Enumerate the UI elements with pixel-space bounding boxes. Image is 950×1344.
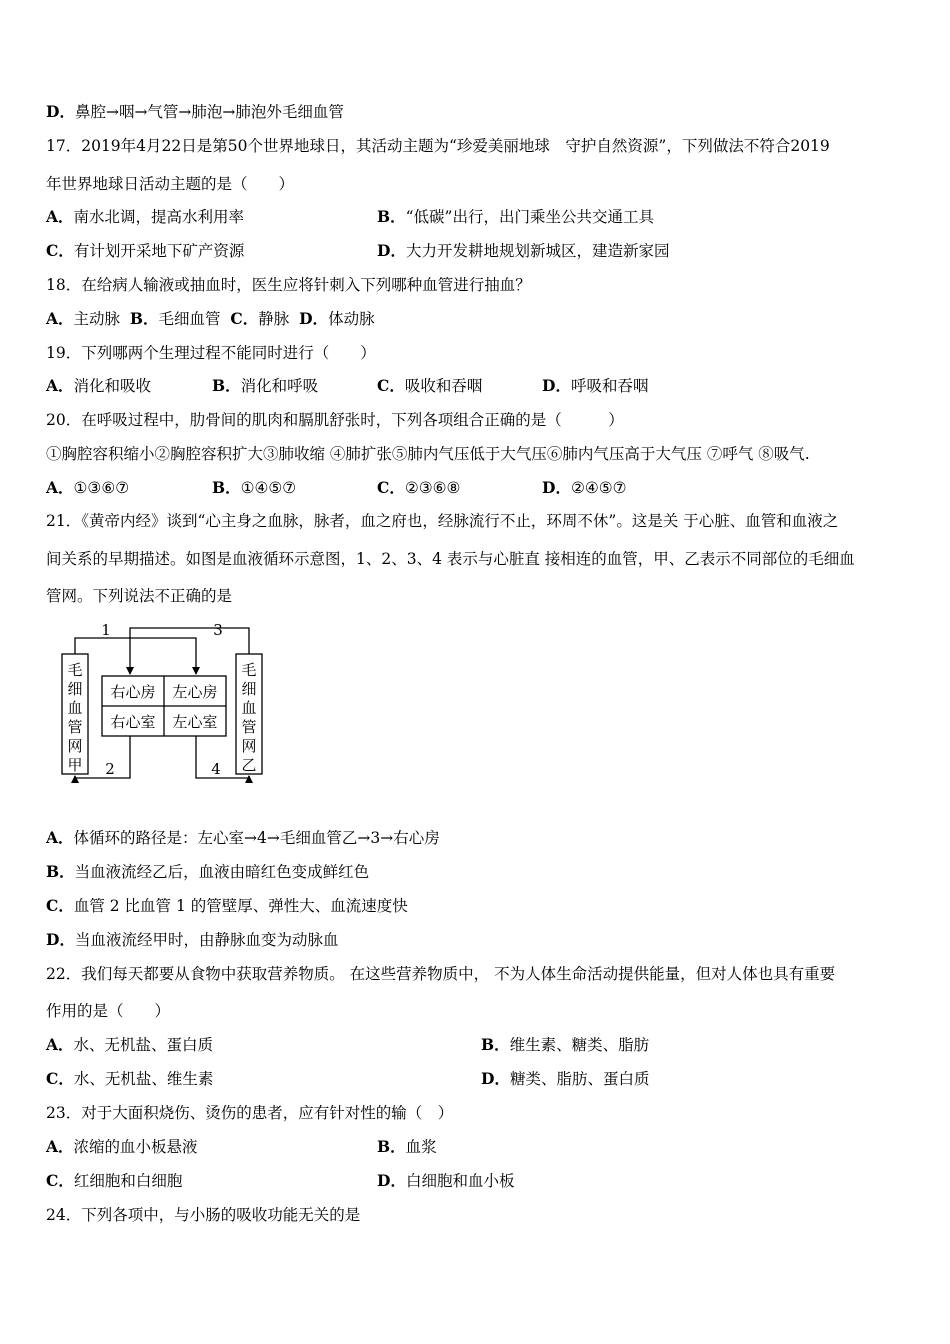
option-text: 毛细血管 (158, 310, 221, 328)
capillary-net-jia-char-5: 网 (67, 737, 83, 755)
q20-option-a (46, 478, 129, 498)
q22-option-b (481, 1035, 649, 1055)
vessel-2-label: 2 (105, 760, 115, 778)
option-text: “低碳”出行，出门乘坐公共交通工具 (405, 208, 654, 226)
vessel-1-label: 1 (101, 621, 111, 639)
vessel-1-line (75, 638, 196, 674)
option-label: A． (46, 828, 74, 847)
q20-stem: 20．在呼吸过程中，肋骨间的肌肉和膈肌舒张时，下列各项组合正确的是（ ） (46, 411, 624, 429)
option-label: D． (299, 309, 329, 328)
option-text: 血管 2 比血管 1 的管壁厚、弹性大、血流速度快 (73, 897, 408, 915)
diagram-svg (46, 618, 266, 794)
blood-circulation-diagram (46, 618, 266, 794)
option-label: D． (481, 1069, 510, 1088)
q22-option-d (481, 1069, 649, 1089)
option-text: 水、无机盐、维生素 (73, 1070, 214, 1088)
q21-option-a (46, 828, 440, 848)
capillary-net-jia-char-2: 细 (67, 680, 83, 698)
q19-option-c (377, 376, 482, 396)
option-text: 吸收和吞咽 (404, 377, 483, 395)
option-label: D． (542, 478, 571, 497)
q19-stem: 19．下列哪两个生理过程不能同时进行（ ） (46, 344, 376, 362)
q21-option-b (46, 862, 369, 882)
option-text: 南水北调，提高水利用率 (73, 208, 245, 226)
q21-stem-line1: 21．《黄帝内经》谈到“心主身之血脉，脉者，血之府也，经脉流行不止，环周不休”。这是关 于心脏、血管和血液之 (46, 512, 839, 530)
capillary-net-yi-char-6: 乙 (241, 756, 257, 774)
option-label: C． (46, 241, 74, 260)
option-label: B． (46, 862, 75, 881)
option-text: 糖类、脂肪、蛋白质 (509, 1070, 650, 1088)
option-label: C． (46, 1069, 74, 1088)
option-text: 消化和呼吸 (240, 377, 319, 395)
option-label: C． (377, 478, 405, 497)
option-label: B． (481, 1035, 510, 1054)
left-atrium-label: 左心房 (172, 683, 218, 701)
q21-option-c (46, 896, 408, 916)
q23-option-a (46, 1137, 198, 1157)
q17-option-b (377, 207, 654, 227)
right-ventricle-label: 右心室 (110, 713, 156, 731)
option-label: C． (377, 376, 405, 395)
q22-option-a (46, 1035, 213, 1055)
option-label: A． (46, 207, 74, 226)
q21-option-d (46, 930, 338, 950)
q23-option-b (377, 1137, 437, 1157)
q19-option-b (212, 376, 318, 396)
q23-option-d (377, 1171, 514, 1191)
option-text: 静脉 (258, 310, 290, 328)
option-text: 体循环的路径是：左心室→4→毛细血管乙→3→右心房 (73, 829, 440, 847)
option-label: A． (46, 1035, 74, 1054)
option-text: 大力开发耕地规划新城区，建造新家园 (405, 242, 670, 260)
q22-stem-line1: 22．我们每天都要从食物中获取营养物质。 在这些营养物质中， 不为人体生命活动提供能量，但对人体也具有重要 (46, 965, 836, 983)
option-label: D． (377, 1171, 406, 1190)
q20-option-d (542, 478, 627, 498)
q20-option-b (212, 478, 296, 498)
option-label: D． (542, 376, 571, 395)
option-text: ①④⑤⑦ (240, 479, 297, 497)
option-text: 血浆 (405, 1138, 437, 1156)
vessel-3-line (130, 628, 249, 674)
q22-option-c (46, 1069, 213, 1089)
option-label: A． (46, 478, 74, 497)
option-text: 有计划开采地下矿产资源 (73, 242, 245, 260)
option-text: 当血液流经甲时，由静脉血变为动脉血 (74, 931, 339, 949)
right-atrium-label: 右心房 (110, 683, 156, 701)
capillary-net-jia-char-1: 毛 (67, 661, 83, 679)
q17-stem-line2: 年世界地球日活动主题的是（ ） (46, 175, 295, 193)
capillary-net-jia-char-4: 管 (67, 718, 83, 736)
left-ventricle-label: 左心室 (172, 713, 218, 731)
capillary-net-yi-char-4: 管 (241, 718, 257, 736)
option-text: ②③⑥⑧ (404, 479, 461, 497)
vessel-4-label: 4 (211, 760, 221, 778)
q20-items: ①胸腔容积缩小②胸腔容积扩大③肺收缩 ④肺扩张⑤肺内气压低于大气压⑥肺内气压高于大气压 ⑦呼气 ⑧吸气. (46, 445, 810, 463)
option-text: 红细胞和白细胞 (73, 1172, 183, 1190)
option-label: A． (46, 1137, 74, 1156)
capillary-net-yi-char-5: 网 (241, 737, 257, 755)
q21-stem-line2: 间关系的早期描述。如图是血液循环示意图，1、2、3、4 表示与心脏直 接相连的血管，甲、乙表示不同部位的毛细血 (46, 550, 855, 568)
vessel-2-line (75, 736, 130, 778)
capillary-net-jia-char-6: 甲 (67, 756, 83, 774)
option-label: C． (230, 309, 259, 328)
capillary-net-yi-char-2: 细 (241, 680, 257, 698)
option-text: ①③⑥⑦ (73, 479, 130, 497)
vessel-3-label: 3 (213, 621, 223, 639)
option-text: 呼吸和吞咽 (570, 377, 649, 395)
q20-option-c (377, 478, 460, 498)
option-label: B． (129, 309, 159, 328)
option-label: D． (46, 930, 75, 949)
q23-stem: 23．对于大面积烧伤、烫伤的患者，应有针对性的输（ ） (46, 1104, 454, 1122)
option-text: 浓缩的血小板悬液 (73, 1138, 198, 1156)
q17-stem-line1: 17．2019年4月22日是第50个世界地球日，其活动主题为“珍爱美丽地球 守护自然资源”，下列做法不符合2019 (46, 137, 830, 155)
option-text: 水、无机盐、蛋白质 (73, 1036, 214, 1054)
capillary-net-jia-char-3: 血 (67, 699, 83, 717)
option-text: 消化和吸收 (73, 377, 152, 395)
option-label: B． (377, 1137, 406, 1156)
q22-stem-line2: 作用的是（ ） (46, 1002, 171, 1020)
q18-options (46, 309, 375, 329)
option-label: D． (377, 241, 406, 260)
option-text: 主动脉 (73, 310, 121, 328)
option-text: 体动脉 (328, 310, 375, 328)
option-label: A． (46, 309, 74, 328)
option-label: B． (212, 376, 241, 395)
option-label: B． (212, 478, 241, 497)
option-text: 当血液流经乙后，血液由暗红色变成鲜红色 (74, 863, 370, 881)
q23-option-c (46, 1171, 182, 1191)
option-label: C． (46, 896, 74, 915)
q17-option-d (377, 241, 669, 261)
q24-stem: 24．下列各项中，与小肠的吸收功能无关的是 (46, 1206, 361, 1224)
option-label: D． (46, 102, 75, 121)
option-label: B． (377, 207, 406, 226)
q19-option-d (542, 376, 648, 396)
option-text: 白细胞和血小板 (405, 1172, 515, 1190)
option-text: 维生素、糖类、脂肪 (509, 1036, 650, 1054)
q21-stem-line3: 管网。下列说法不正确的是 (46, 587, 233, 605)
option-text: ②④⑤⑦ (570, 479, 627, 497)
capillary-net-yi-char-1: 毛 (241, 661, 257, 679)
q19-option-a (46, 376, 151, 396)
option-label: A． (46, 376, 74, 395)
q17-option-a (46, 207, 244, 227)
option-label: C． (46, 1171, 74, 1190)
q18-stem: 18．在给病人输液或抽血时，医生应将针刺入下列哪种血管进行抽血？ (46, 276, 531, 294)
option-text: 鼻腔→咽→气管→肺泡→肺泡外毛细血管 (74, 103, 344, 121)
capillary-net-yi-char-3: 血 (241, 699, 257, 717)
q17-option-c (46, 241, 244, 261)
q16-option-d (46, 102, 344, 122)
